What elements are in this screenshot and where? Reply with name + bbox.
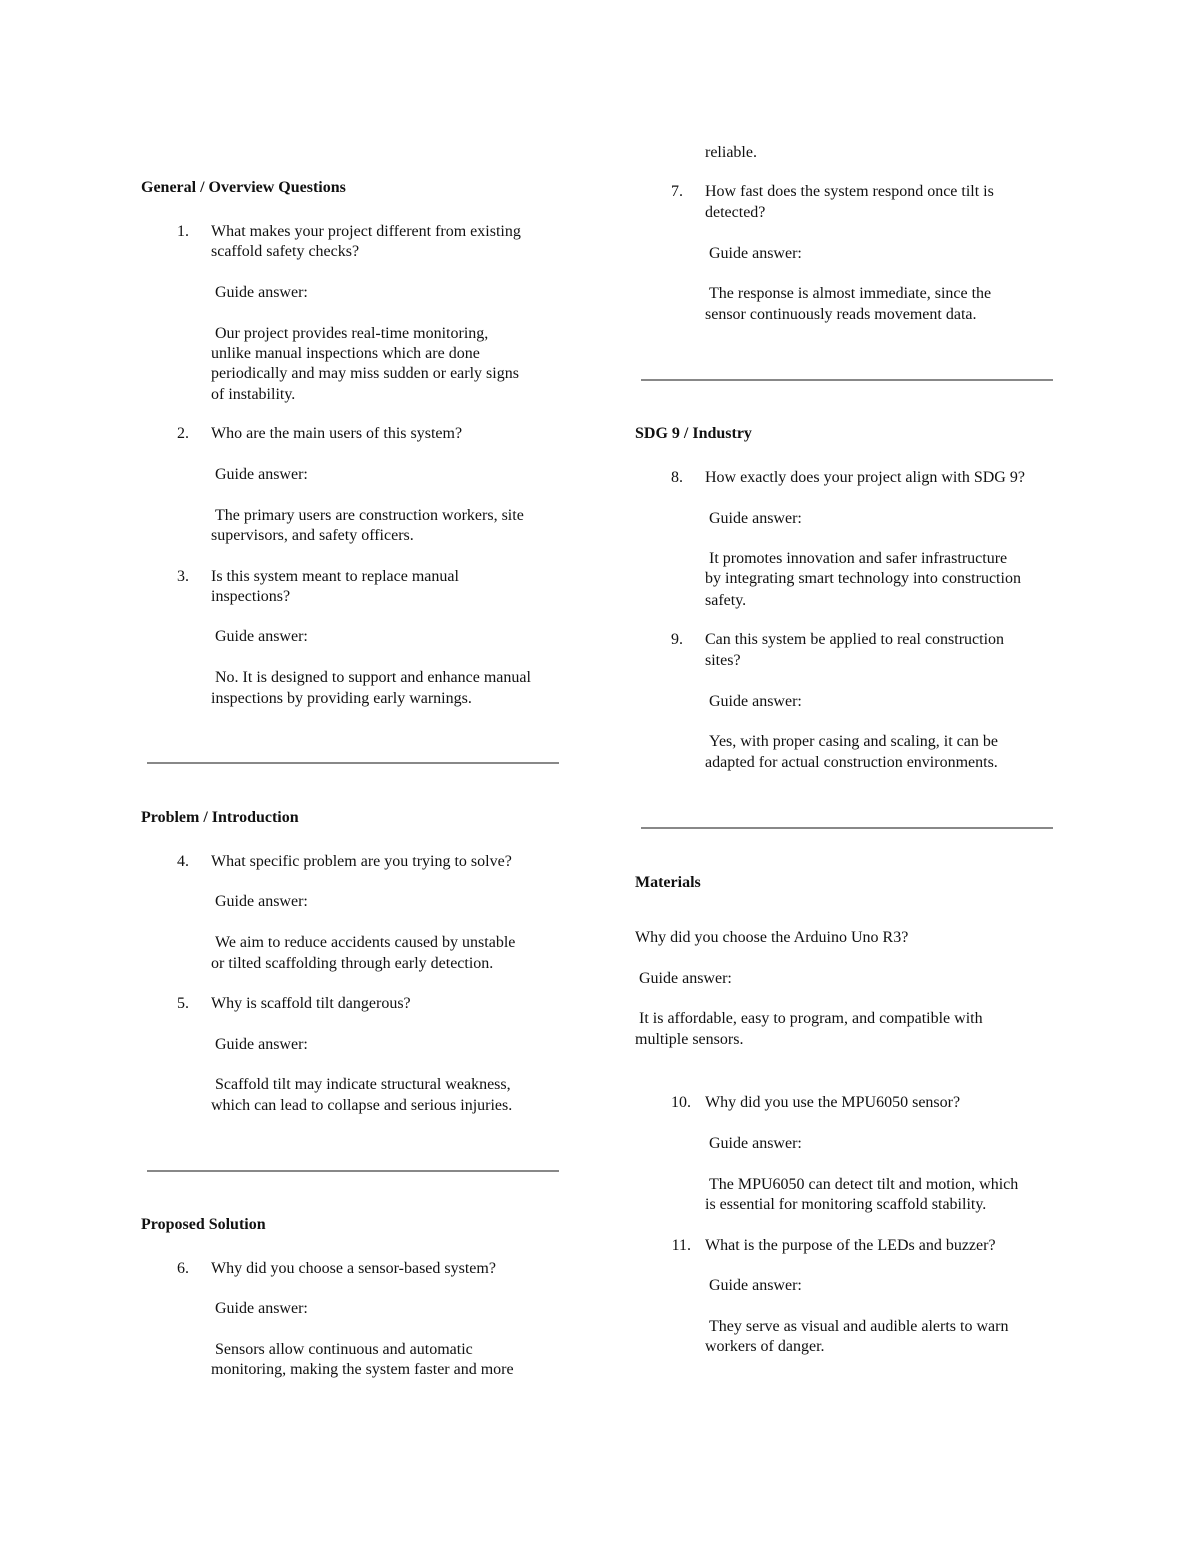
guide-answer-label: Guide answer:	[215, 1036, 308, 1053]
item-number: 9.	[671, 631, 683, 648]
item-number: 8.	[671, 469, 683, 486]
answer-text: The response is almost immediate, since the	[709, 285, 992, 302]
item-number: 3.	[177, 568, 189, 585]
answer-text: monitoring, making the system faster and more	[211, 1361, 514, 1378]
guide-answer-label: Guide answer:	[215, 284, 308, 301]
section-divider	[147, 762, 559, 764]
item-number: 10.	[671, 1094, 691, 1111]
section-heading-general: General / Overview Questions	[141, 179, 346, 196]
question-text: How fast does the system respond once tilt is	[705, 183, 994, 200]
guide-answer-label: Guide answer:	[709, 245, 802, 262]
question-text: Who are the main users of this system?	[211, 425, 463, 442]
question-text: inspections?	[211, 588, 291, 605]
item-number: 1.	[177, 223, 189, 240]
item-number: 4.	[177, 853, 189, 870]
answer-text: We aim to reduce accidents caused by unstable	[215, 934, 516, 951]
answer-text: unlike manual inspections which are done	[211, 345, 480, 362]
guide-answer-label: Guide answer:	[215, 466, 308, 483]
section-heading-problem: Problem / Introduction	[141, 809, 299, 826]
answer-text: multiple sensors.	[635, 1031, 744, 1048]
question-text: What is the purpose of the LEDs and buzzer?	[705, 1237, 996, 1254]
question-text: detected?	[705, 204, 766, 221]
item-number: 5.	[177, 995, 189, 1012]
guide-answer-label: Guide answer:	[639, 970, 732, 987]
answer-text: safety.	[705, 592, 747, 609]
answer-text: or tilted scaffolding through early detection.	[211, 955, 494, 972]
item-number: 11.	[671, 1237, 691, 1254]
question-text: Why did you choose a sensor-based system?	[211, 1260, 496, 1277]
answer-text: Scaffold tilt may indicate structural weakness,	[215, 1076, 511, 1093]
answer-text: The MPU6050 can detect tilt and motion, which	[709, 1176, 1019, 1193]
item-number: 2.	[177, 425, 189, 442]
answer-text: by integrating smart technology into construction	[705, 570, 1021, 587]
section-divider	[641, 827, 1053, 829]
section-divider	[147, 1170, 559, 1172]
guide-answer-label: Guide answer:	[709, 1277, 802, 1294]
answer-text: Yes, with proper casing and scaling, it can be	[709, 733, 998, 750]
answer-text: periodically and may miss sudden or early signs	[211, 365, 519, 382]
answer-text: The primary users are construction workers, site	[215, 507, 524, 524]
question-text: Why did you choose the Arduino Uno R3?	[635, 929, 909, 946]
guide-answer-label: Guide answer:	[709, 510, 802, 527]
item-number: 7.	[671, 183, 683, 200]
answer-text: adapted for actual construction environments.	[705, 754, 998, 771]
section-divider	[641, 379, 1053, 381]
question-text: Why did you use the MPU6050 sensor?	[705, 1094, 961, 1111]
answer-text: of instability.	[211, 386, 296, 403]
item-number: 6.	[177, 1260, 189, 1277]
question-text: Is this system meant to replace manual	[211, 568, 459, 585]
guide-answer-label: Guide answer:	[709, 693, 802, 710]
section-heading-sdg9: SDG 9 / Industry	[635, 425, 752, 442]
section-heading-materials: Materials	[635, 874, 701, 891]
answer-text: It is affordable, easy to program, and compatible with	[639, 1010, 983, 1027]
answer-text: workers of danger.	[705, 1338, 825, 1355]
answer-text: sensor continuously reads movement data.	[705, 306, 977, 323]
answer-text: Our project provides real-time monitoring,	[215, 325, 489, 342]
answer-text: Sensors allow continuous and automatic	[215, 1341, 473, 1358]
guide-answer-label: Guide answer:	[709, 1135, 802, 1152]
answer-text: It promotes innovation and safer infrastructure	[709, 550, 1008, 567]
question-text: scaffold safety checks?	[211, 243, 360, 260]
answer-text: which can lead to collapse and serious injuries.	[211, 1097, 513, 1114]
answer-text: is essential for monitoring scaffold stability.	[705, 1196, 987, 1213]
question-text: What specific problem are you trying to solve?	[211, 853, 512, 870]
question-text: Can this system be applied to real construction	[705, 631, 1005, 648]
answer-text: No. It is designed to support and enhance manual	[215, 669, 531, 686]
guide-answer-label: Guide answer:	[215, 893, 308, 910]
answer-text: They serve as visual and audible alerts to warn	[709, 1318, 1009, 1335]
question-text: How exactly does your project align with SDG 9?	[705, 469, 1025, 486]
answer-text: inspections by providing early warnings.	[211, 690, 472, 707]
guide-answer-label: Guide answer:	[215, 628, 308, 645]
question-text: sites?	[705, 652, 741, 669]
guide-answer-label: Guide answer:	[215, 1300, 308, 1317]
section-heading-proposed-solution: Proposed Solution	[141, 1216, 266, 1233]
question-text: What makes your project different from existing	[211, 223, 521, 240]
continued-answer-text: reliable.	[705, 144, 757, 161]
question-text: Why is scaffold tilt dangerous?	[211, 995, 411, 1012]
answer-text: supervisors, and safety officers.	[211, 527, 414, 544]
